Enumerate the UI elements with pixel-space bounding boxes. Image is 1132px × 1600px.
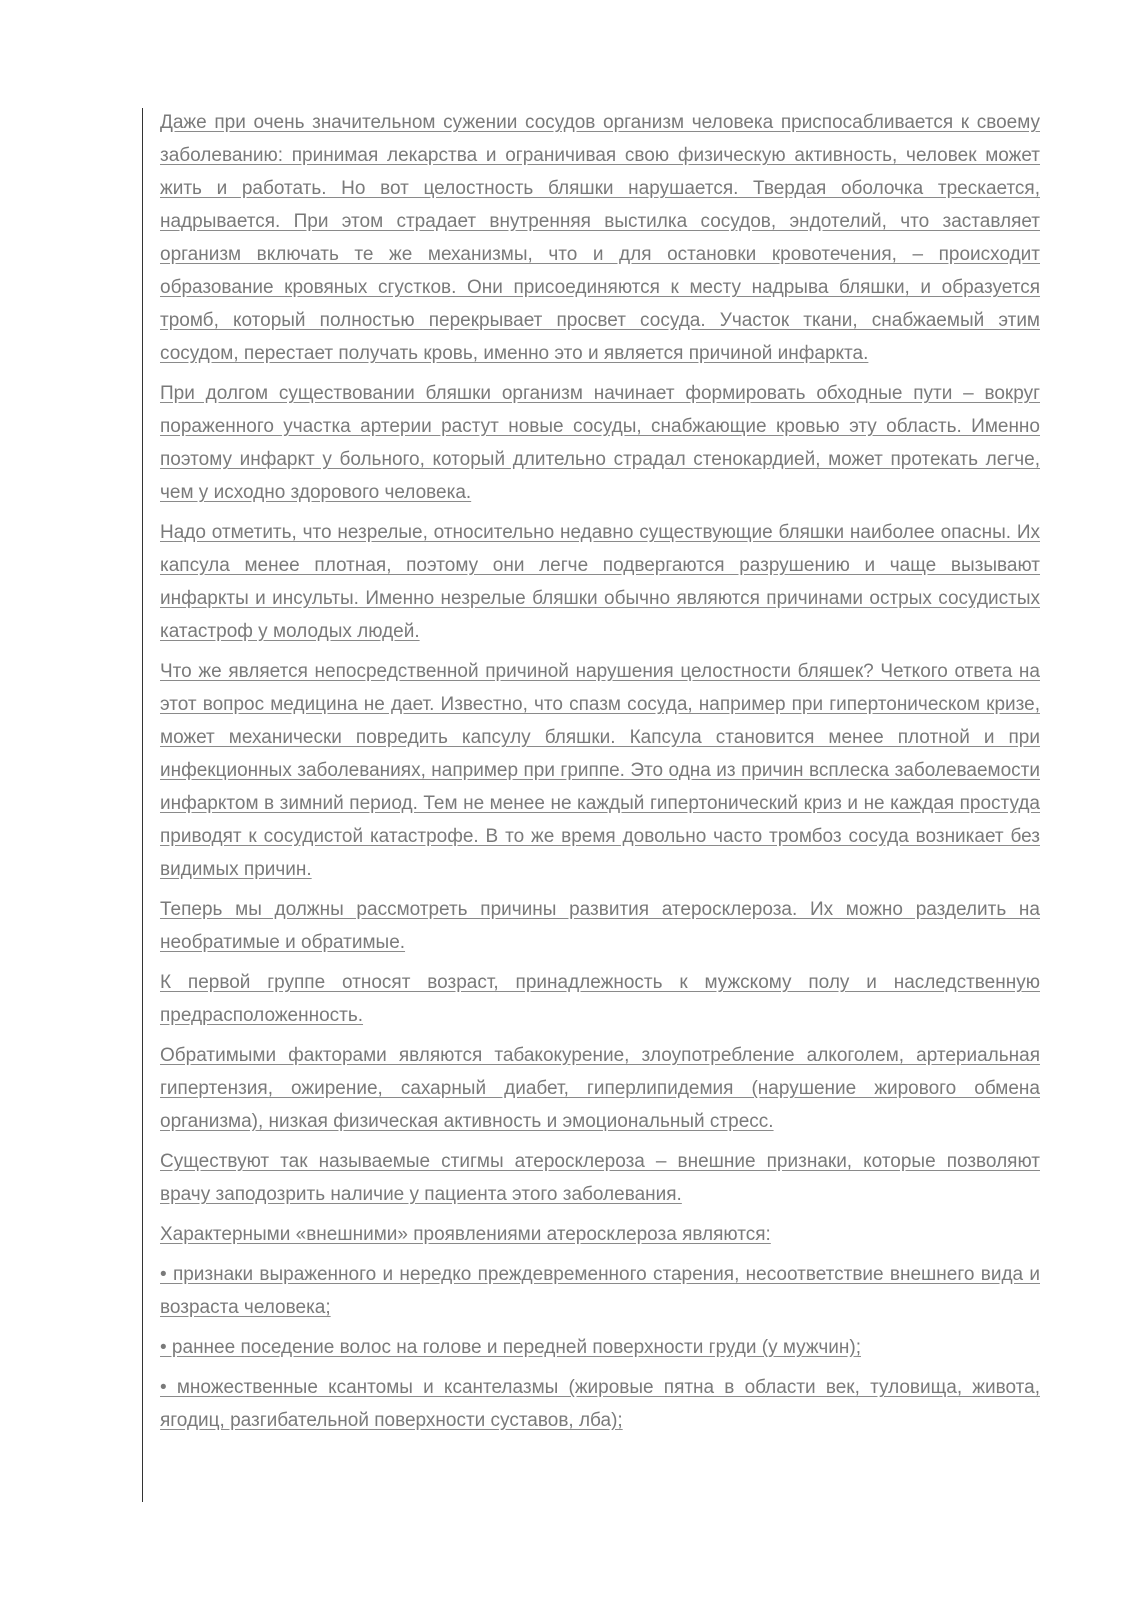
document-body — [160, 106, 1040, 1444]
paragraph: Теперь мы должны рассмотреть причины развития атеросклероза. Их можно разделить на необратимые и обратимые. — [160, 899, 1040, 953]
paragraph: Надо отметить, что незрелые, относительно недавно существующие бляшки наиболее опасны. Их капсула менее плотная, поэтому они легче подвергаются разрушению и чаще вызывают инфаркты и инсульты. Именно незрелые бляшки обычно являются причинами острых сосудистых катастроф у молодых людей. — [160, 522, 1040, 642]
list-item: • раннее поседение волос на голове и передней поверхности груди (у мужчин); — [160, 1337, 861, 1358]
margin-rule — [142, 108, 143, 1502]
paragraph: Характерными «внешними» проявлениями атеросклероза являются: — [160, 1224, 771, 1245]
paragraph: Даже при очень значительном сужении сосудов организм человека приспосабливается к своему заболеванию: принимая лекарства и ограничивая свою физическую активность, человек может жить и работать. Но вот целостность бляшки нарушается. Твердая оболочка трескается, надрывается. При этом страдает внутренняя выстилка сосудов, эндотелий, что заставляет организм включать те же механизмы, что и для остановки кровотечения, – происходит образование кровяных сгустков. Они присоединяются к месту надрыва бляшки, и образуется тромб, который полностью перекрывает просвет сосуда. Участок ткани, снабжаемый этим сосудом, перестает получать кровь, именно это и является причиной инфаркта. — [160, 112, 1040, 364]
paragraph: Существуют так называемые стигмы атеросклероза – внешние признаки, которые позволяют врачу заподозрить наличие у пациента этого заболевания. — [160, 1151, 1040, 1205]
paragraph: При долгом существовании бляшки организм начинает формировать обходные пути – вокруг пораженного участка артерии растут новые сосуды, снабжающие кровью эту область. Именно поэтому инфаркт у больного, который длительно страдал стенокардией, может протекать легче, чем у исходно здорового человека. — [160, 383, 1040, 503]
paragraph: Обратимыми факторами являются табакокурение, злоупотребление алкоголем, артериальная гипертензия, ожирение, сахарный диабет, гиперлипидемия (нарушение жирового обмена организма), низкая физическая активность и эмоциональный стресс. — [160, 1045, 1040, 1132]
paragraph: К первой группе относят возраст, принадлежность к мужскому полу и наследственную предрасположенность. — [160, 972, 1040, 1026]
list-item: • множественные ксантомы и ксантелазмы (жировые пятна в области век, туловища, живота, ягодиц, разгибательной поверхности суставов, лба); — [160, 1377, 1040, 1431]
list-item: • признаки выраженного и нередко преждевременного старения, несоответствие внешнего вида и возраста человека; — [160, 1264, 1040, 1318]
paragraph: Что же является непосредственной причиной нарушения целостности бляшек? Четкого ответа на этот вопрос медицина не дает. Известно, что спазм сосуда, например при гипертоническом кризе, может механически повредить капсулу бляшки. Капсула становится менее плотной и при инфекционных заболеваниях, например при гриппе. Это одна из причин всплеска заболеваемости инфарктом в зимний период. Тем не менее не каждый гипертонический криз и не каждая простуда приводят к сосудистой катастрофе. В то же время довольно часто тромбоз сосуда возникает без видимых причин. — [160, 661, 1040, 880]
